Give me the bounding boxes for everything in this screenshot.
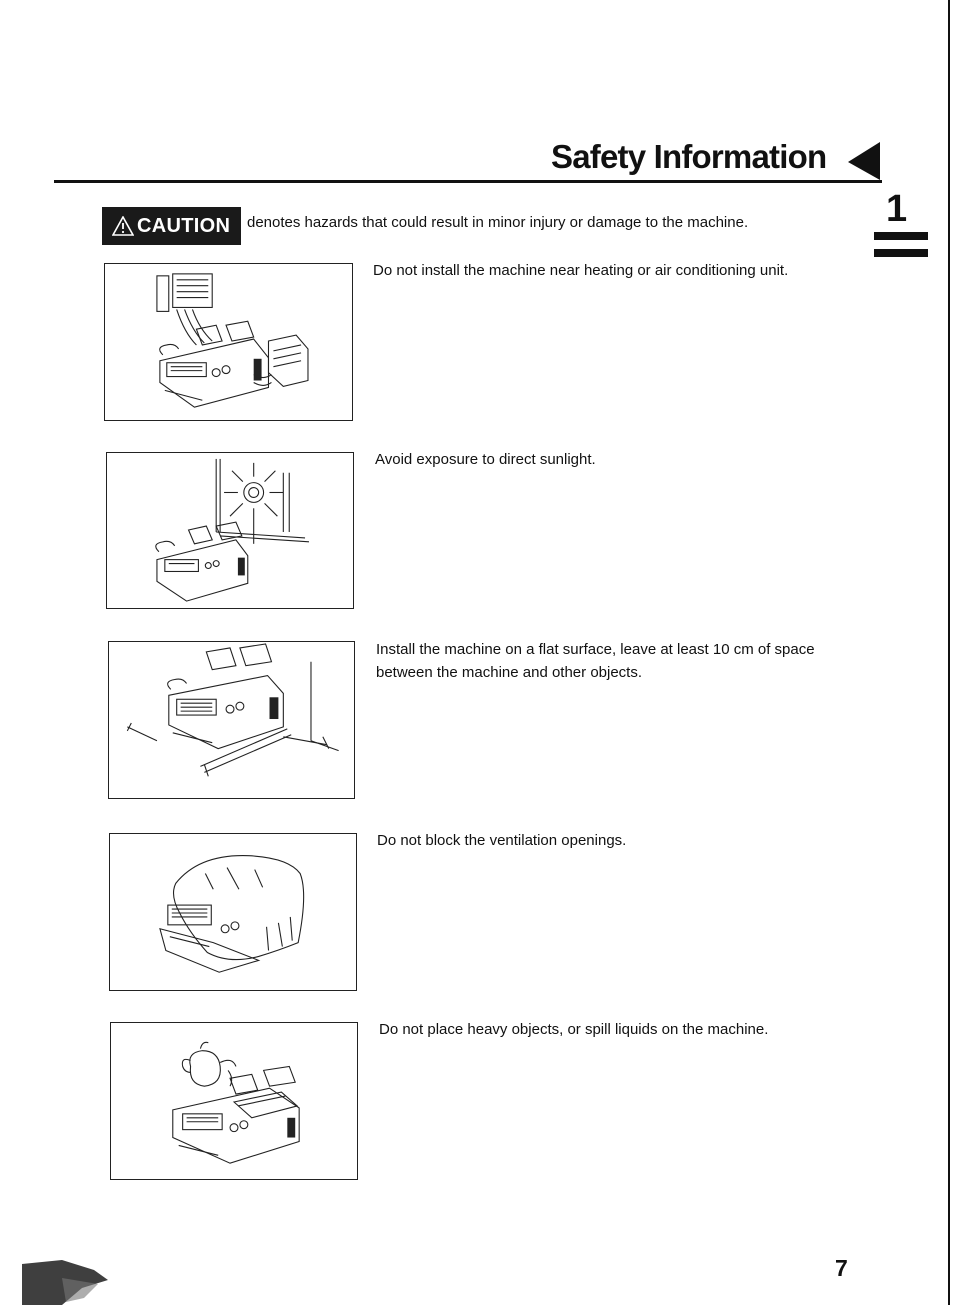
- scan-smudge-mark: [22, 1258, 112, 1305]
- caution-label: CAUTION: [137, 214, 231, 237]
- caution-item-2: Avoid exposure to direct sunlight.: [375, 451, 596, 468]
- caution-item-4: Do not block the ventilation openings.: [377, 832, 627, 849]
- fax-covered-with-cloth-icon: [109, 833, 357, 991]
- page-number: 7: [835, 1255, 848, 1281]
- warning-triangle-icon: [112, 216, 134, 236]
- page-edge-line: [948, 0, 950, 1305]
- header-rule: [54, 180, 882, 183]
- chapter-bar-bottom: [874, 249, 928, 257]
- fax-clearance-on-flat-surface-icon: [108, 641, 355, 799]
- section-arrow-icon: [844, 140, 884, 182]
- caution-item-5: Do not place heavy objects, or spill liquids on the machine.: [379, 1021, 769, 1038]
- caution-description: denotes hazards that could result in minor injury or damage to the machine.: [247, 214, 749, 231]
- caution-item-3: Install the machine on a flat surface, leave at least 10 cm of space between the machine and other objects.: [376, 641, 815, 681]
- chapter-bar-top: [874, 232, 928, 240]
- fax-near-heater-and-air-conditioner-icon: [104, 263, 353, 421]
- page-title: Safety Information: [551, 138, 827, 175]
- caution-item-1: Do not install the machine near heating or air conditioning unit.: [373, 262, 789, 279]
- fax-near-sunny-window-icon: [106, 452, 354, 609]
- fax-with-teapot-and-book-icon: [110, 1022, 358, 1180]
- caution-badge: [102, 207, 241, 245]
- chapter-number: 1: [886, 188, 908, 230]
